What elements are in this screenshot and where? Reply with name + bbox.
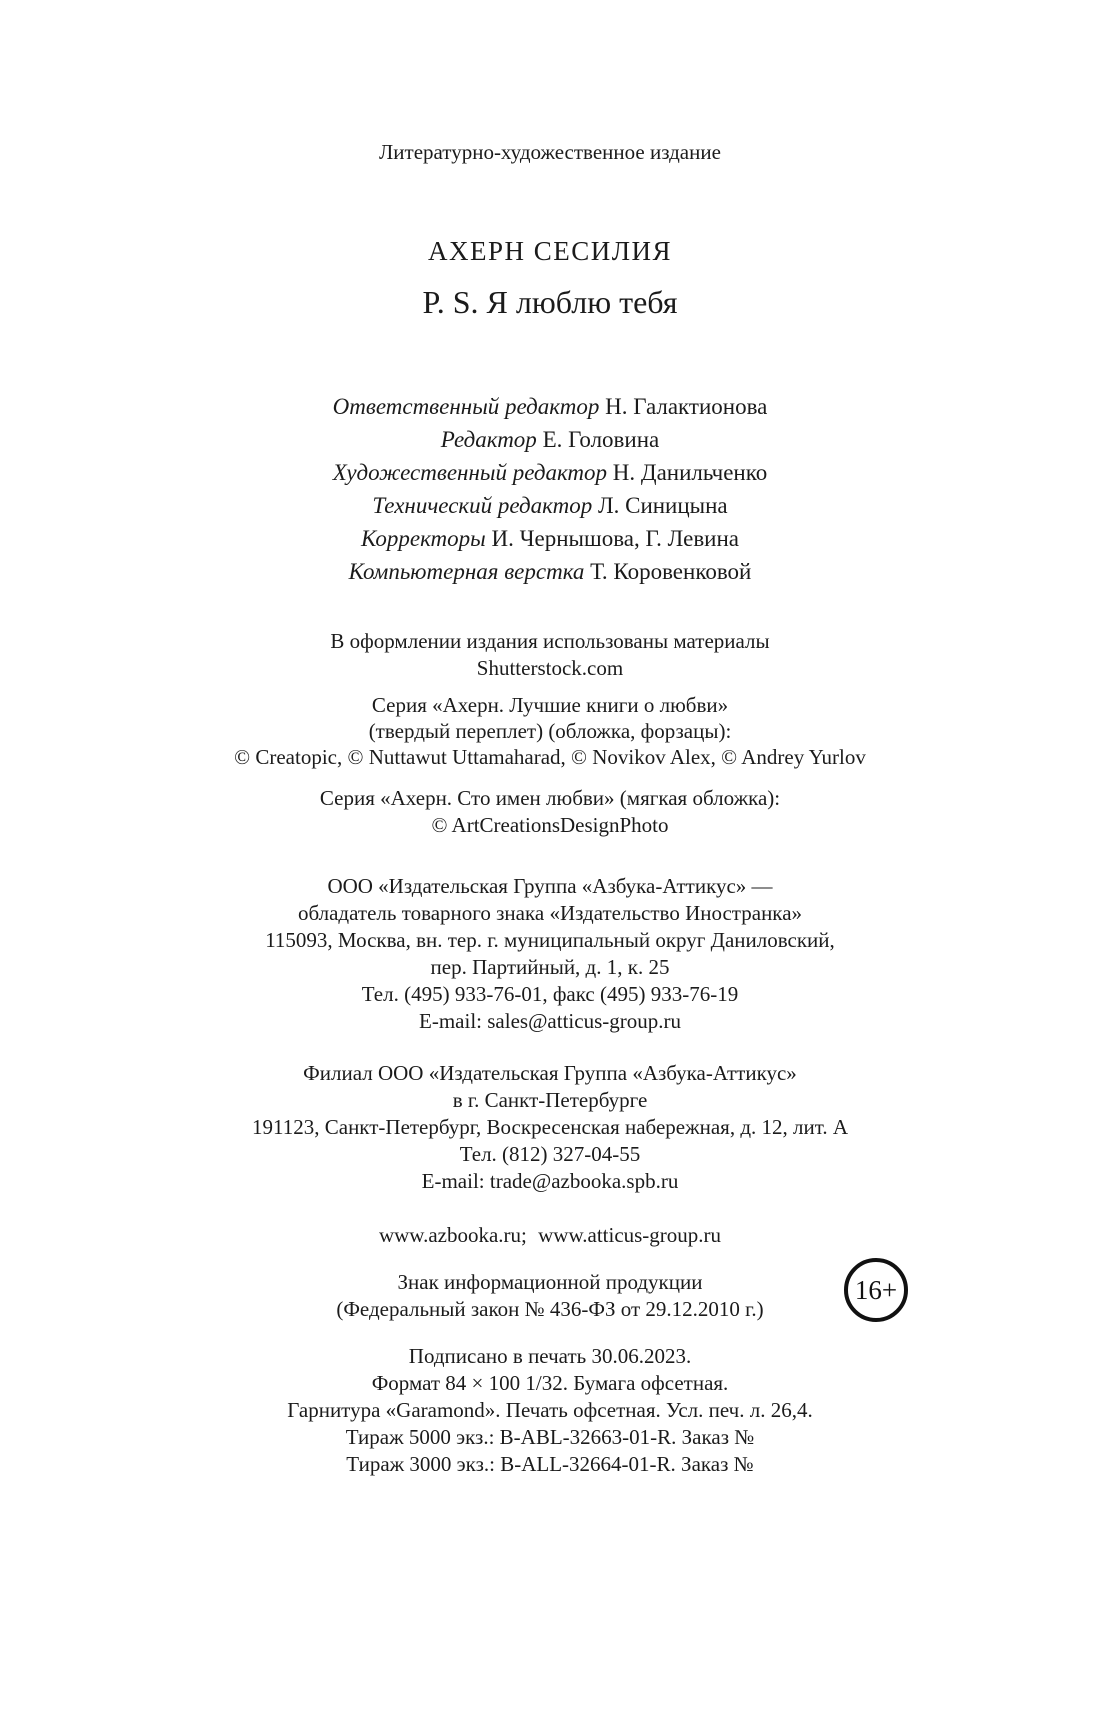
- credit-person: И. Чернышова, Г. Левина: [491, 526, 740, 551]
- credit-person: Л. Синицына: [598, 493, 728, 518]
- age-rating-badge: 16+: [844, 1258, 908, 1322]
- branch-email: E-mail: trade@azbooka.spb.ru: [421, 1169, 679, 1193]
- edition-type: Литературно-художественное издание: [379, 140, 721, 164]
- print-typeface: Гарнитура «Garamond». Печать офсетная. Усл. печ. л. 26,4.: [287, 1398, 813, 1422]
- print-details-block: [0, 1343, 1100, 1478]
- branch-city: в г. Санкт-Петербурге: [452, 1088, 648, 1112]
- credit-person: Т. Коровенковой: [590, 559, 752, 584]
- print-format: Формат 84 × 100 1/32. Бумага офсетная.: [371, 1371, 729, 1395]
- credit-row: [0, 390, 1100, 423]
- series-copyrights: © ArtCreationsDesignPhoto: [431, 813, 669, 837]
- print-run-softcover: Тираж 3000 экз.: B-ALL-32664-01-R. Заказ №: [346, 1452, 754, 1476]
- series-softcover-block: [0, 785, 1100, 839]
- credits-block: [0, 390, 1100, 588]
- credit-person: Н. Данильченко: [612, 460, 768, 485]
- info-mark-law: (Федеральный закон № 436-ФЗ от 29.12.2010 г.): [336, 1297, 764, 1321]
- credit-role: Художественный редактор: [332, 460, 608, 485]
- series-title: Серия «Ахерн. Лучшие книги о любви»: [371, 693, 729, 717]
- print-date: Подписано в печать 30.06.2023.: [408, 1344, 692, 1368]
- credit-person: Е. Головина: [542, 427, 660, 452]
- info-product-mark: [0, 1269, 1100, 1323]
- series-binding: (твердый переплет) (обложка, форзацы):: [368, 719, 732, 743]
- publisher-address: 115093, Москва, вн. тер. г. муниципальный округ Даниловский,: [265, 928, 835, 952]
- credit-role: Ответственный редактор: [332, 394, 600, 419]
- credit-row: [0, 456, 1100, 489]
- publisher-trademark: обладатель товарного знака «Издательство Иностранка»: [297, 901, 803, 925]
- materials-line: В оформлении издания использованы материалы: [330, 629, 770, 653]
- credit-row: [0, 423, 1100, 456]
- print-run-hardcover: Тираж 5000 экз.: B-ABL-32663-01-R. Заказ №: [345, 1425, 755, 1449]
- credit-role: Редактор: [440, 427, 537, 452]
- credit-role: Корректоры: [360, 526, 486, 551]
- series-copyrights: © Creatopic, © Nuttawut Uttamaharad, © Novikov Alex, © Andrey Yurlov: [234, 745, 866, 769]
- publisher-name: ООО «Издательская Группа «Азбука-Аттикус» —: [327, 874, 773, 898]
- series-title: Серия «Ахерн. Сто имен любви» (мягкая обложка):: [319, 786, 781, 810]
- publisher-phone: Тел. (495) 933-76-01, факс (495) 933-76-19: [361, 982, 739, 1006]
- page-title: P. S. Я люблю тебя: [422, 284, 678, 320]
- branch-phone: Тел. (812) 327-04-55: [459, 1142, 641, 1166]
- publisher-email: E-mail: sales@atticus-group.ru: [419, 1009, 681, 1033]
- branch-name: Филиал ООО «Издательская Группа «Азбука-Аттикус»: [303, 1061, 797, 1085]
- branch-address: 191123, Санкт-Петербург, Воскресенская набережная, д. 12, лит. А: [252, 1115, 848, 1139]
- materials-note: [0, 628, 1100, 682]
- publisher-websites: www.azbooka.ru; www.atticus-group.ru: [378, 1223, 722, 1247]
- publisher-address: пер. Партийный, д. 1, к. 25: [430, 955, 670, 979]
- series-hardcover-block: [0, 692, 1100, 770]
- materials-source: Shutterstock.com: [476, 656, 624, 680]
- author-name: АХЕРН СЕСИЛИЯ: [427, 236, 673, 266]
- publisher-spb-block: [0, 1060, 1100, 1195]
- credit-row: [0, 522, 1100, 555]
- credit-row: [0, 489, 1100, 522]
- info-mark-line: Знак информационной продукции: [397, 1270, 703, 1294]
- credit-row: [0, 555, 1100, 588]
- publisher-moscow-block: [0, 873, 1100, 1035]
- credit-role: Компьютерная верстка: [348, 559, 585, 584]
- credit-role: Технический редактор: [372, 493, 593, 518]
- credit-person: Н. Галактионова: [605, 394, 768, 419]
